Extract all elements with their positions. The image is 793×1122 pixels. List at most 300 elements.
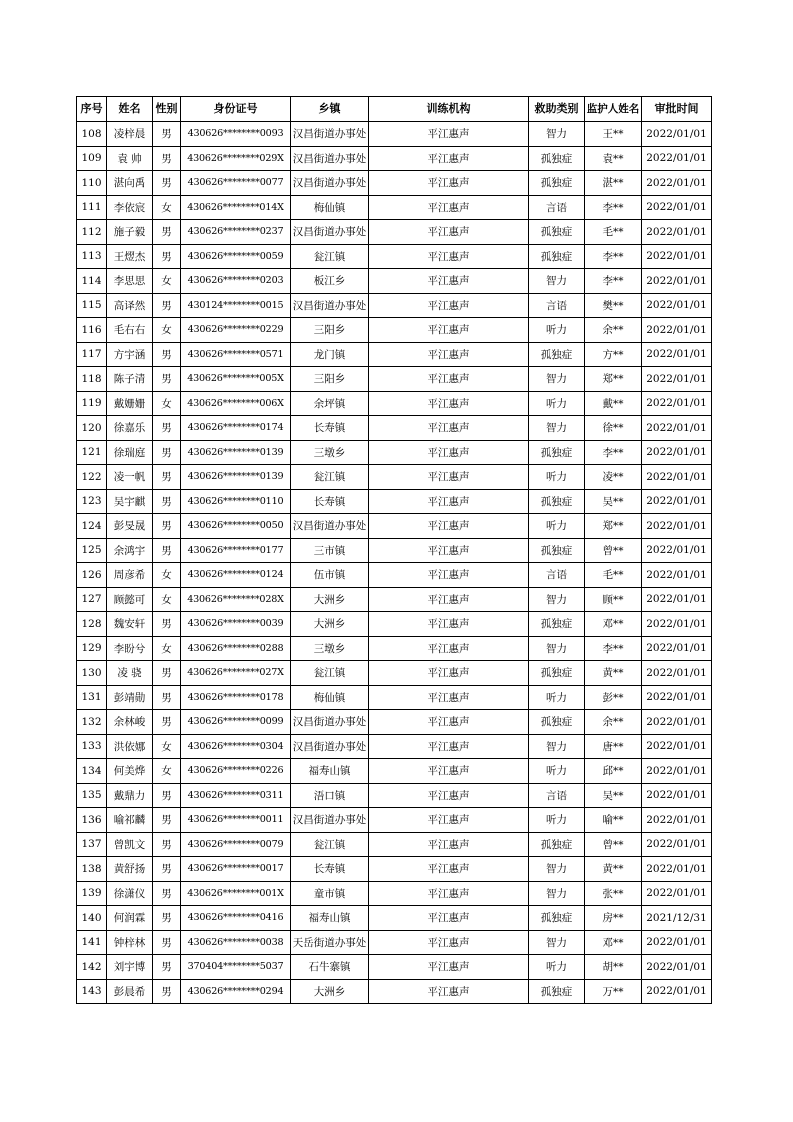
cell-township: 三墩乡 xyxy=(291,636,369,661)
cell-index: 140 xyxy=(77,906,107,931)
cell-training-institution: 平江惠声 xyxy=(369,612,529,637)
cell-name: 何美烨 xyxy=(107,759,153,784)
cell-guardian-name: 邓** xyxy=(585,612,642,637)
cell-township: 汉昌街道办事处 xyxy=(291,171,369,196)
cell-id-number: 430626********028X xyxy=(181,587,291,612)
cell-id-number: 430626********029X xyxy=(181,146,291,171)
cell-id-number: 430626********0177 xyxy=(181,538,291,563)
cell-id-number: 430626********0571 xyxy=(181,342,291,367)
cell-township: 汉昌街道办事处 xyxy=(291,220,369,245)
cell-training-institution: 平江惠声 xyxy=(369,367,529,392)
header-index: 序号 xyxy=(77,97,107,122)
cell-township: 三阳乡 xyxy=(291,318,369,343)
cell-index: 134 xyxy=(77,759,107,784)
cell-gender: 男 xyxy=(153,171,181,196)
cell-guardian-name: 房** xyxy=(585,906,642,931)
cell-aid-category: 智力 xyxy=(529,587,585,612)
cell-guardian-name: 戴** xyxy=(585,391,642,416)
cell-gender: 女 xyxy=(153,563,181,588)
cell-id-number: 430626********0288 xyxy=(181,636,291,661)
cell-gender: 女 xyxy=(153,391,181,416)
cell-name: 袁 帅 xyxy=(107,146,153,171)
cell-training-institution: 平江惠声 xyxy=(369,342,529,367)
cell-township: 瓮江镇 xyxy=(291,244,369,269)
cell-aid-category: 听力 xyxy=(529,808,585,833)
cell-name: 刘宇博 xyxy=(107,955,153,980)
cell-name: 魏安轩 xyxy=(107,612,153,637)
cell-training-institution: 平江惠声 xyxy=(369,391,529,416)
cell-id-number: 430626********0124 xyxy=(181,563,291,588)
cell-id-number: 430626********0304 xyxy=(181,734,291,759)
cell-approval-date: 2022/01/01 xyxy=(642,244,712,269)
cell-approval-date: 2022/01/01 xyxy=(642,195,712,220)
cell-approval-date: 2022/01/01 xyxy=(642,489,712,514)
cell-aid-category: 智力 xyxy=(529,636,585,661)
cell-training-institution: 平江惠声 xyxy=(369,416,529,441)
cell-approval-date: 2022/01/01 xyxy=(642,612,712,637)
table-row xyxy=(77,465,712,490)
cell-gender: 男 xyxy=(153,979,181,1004)
table-row xyxy=(77,906,712,931)
cell-index: 112 xyxy=(77,220,107,245)
cell-gender: 男 xyxy=(153,293,181,318)
cell-name: 余鸿宇 xyxy=(107,538,153,563)
cell-guardian-name: 余** xyxy=(585,318,642,343)
cell-aid-category: 智力 xyxy=(529,122,585,147)
cell-township: 石牛寨镇 xyxy=(291,955,369,980)
cell-index: 143 xyxy=(77,979,107,1004)
cell-gender: 男 xyxy=(153,514,181,539)
cell-guardian-name: 邓** xyxy=(585,930,642,955)
cell-name: 凌梓晨 xyxy=(107,122,153,147)
table-row xyxy=(77,244,712,269)
cell-gender: 女 xyxy=(153,587,181,612)
cell-aid-category: 孤独症 xyxy=(529,832,585,857)
cell-guardian-name: 吴** xyxy=(585,783,642,808)
cell-index: 113 xyxy=(77,244,107,269)
cell-index: 109 xyxy=(77,146,107,171)
cell-name: 王熤杰 xyxy=(107,244,153,269)
table-row xyxy=(77,146,712,171)
cell-id-number: 430626********0110 xyxy=(181,489,291,514)
table-row xyxy=(77,416,712,441)
cell-id-number: 430626********0093 xyxy=(181,122,291,147)
cell-aid-category: 智力 xyxy=(529,269,585,294)
cell-township: 瓮江镇 xyxy=(291,465,369,490)
cell-aid-category: 智力 xyxy=(529,881,585,906)
table-row xyxy=(77,857,712,882)
cell-name: 高译然 xyxy=(107,293,153,318)
cell-township: 板江乡 xyxy=(291,269,369,294)
cell-township: 瓮江镇 xyxy=(291,832,369,857)
table-row xyxy=(77,318,712,343)
cell-name: 徐瑞庭 xyxy=(107,440,153,465)
cell-township: 汉昌街道办事处 xyxy=(291,293,369,318)
cell-approval-date: 2022/01/01 xyxy=(642,832,712,857)
table-row xyxy=(77,171,712,196)
cell-approval-date: 2022/01/01 xyxy=(642,955,712,980)
cell-index: 141 xyxy=(77,930,107,955)
cell-approval-date: 2022/01/01 xyxy=(642,979,712,1004)
cell-approval-date: 2022/01/01 xyxy=(642,808,712,833)
cell-aid-category: 孤独症 xyxy=(529,612,585,637)
cell-training-institution: 平江惠声 xyxy=(369,440,529,465)
table-row xyxy=(77,367,712,392)
cell-name: 何润霖 xyxy=(107,906,153,931)
cell-name: 方宇涵 xyxy=(107,342,153,367)
cell-township: 伍市镇 xyxy=(291,563,369,588)
table-row xyxy=(77,514,712,539)
cell-aid-category: 听力 xyxy=(529,514,585,539)
cell-gender: 男 xyxy=(153,612,181,637)
cell-guardian-name: 郑** xyxy=(585,514,642,539)
cell-approval-date: 2022/01/01 xyxy=(642,391,712,416)
cell-approval-date: 2022/01/01 xyxy=(642,685,712,710)
cell-training-institution: 平江惠声 xyxy=(369,318,529,343)
cell-name: 李盼兮 xyxy=(107,636,153,661)
cell-id-number: 430626********027X xyxy=(181,661,291,686)
cell-approval-date: 2021/12/31 xyxy=(642,906,712,931)
cell-township: 天岳街道办事处 xyxy=(291,930,369,955)
table-row xyxy=(77,391,712,416)
cell-aid-category: 孤独症 xyxy=(529,342,585,367)
cell-gender: 男 xyxy=(153,881,181,906)
table-row xyxy=(77,979,712,1004)
cell-gender: 男 xyxy=(153,710,181,735)
cell-aid-category: 听力 xyxy=(529,391,585,416)
cell-id-number: 430626********006X xyxy=(181,391,291,416)
cell-aid-category: 智力 xyxy=(529,416,585,441)
cell-township: 梅仙镇 xyxy=(291,195,369,220)
table-row xyxy=(77,122,712,147)
cell-index: 124 xyxy=(77,514,107,539)
cell-training-institution: 平江惠声 xyxy=(369,857,529,882)
cell-approval-date: 2022/01/01 xyxy=(642,342,712,367)
cell-gender: 男 xyxy=(153,783,181,808)
cell-name: 陈子清 xyxy=(107,367,153,392)
table-row xyxy=(77,563,712,588)
cell-township: 梅仙镇 xyxy=(291,685,369,710)
cell-aid-category: 言语 xyxy=(529,563,585,588)
cell-township: 汉昌街道办事处 xyxy=(291,146,369,171)
cell-guardian-name: 李** xyxy=(585,195,642,220)
cell-gender: 男 xyxy=(153,906,181,931)
table-row xyxy=(77,734,712,759)
cell-approval-date: 2022/01/01 xyxy=(642,367,712,392)
cell-township: 长寿镇 xyxy=(291,416,369,441)
cell-guardian-name: 顾** xyxy=(585,587,642,612)
cell-township: 福寿山镇 xyxy=(291,906,369,931)
cell-name: 彭晨希 xyxy=(107,979,153,1004)
header-training-institution: 训练机构 xyxy=(369,97,529,122)
cell-name: 毛右右 xyxy=(107,318,153,343)
cell-training-institution: 平江惠声 xyxy=(369,955,529,980)
cell-approval-date: 2022/01/01 xyxy=(642,587,712,612)
cell-index: 117 xyxy=(77,342,107,367)
cell-township: 汉昌街道办事处 xyxy=(291,514,369,539)
cell-gender: 女 xyxy=(153,269,181,294)
cell-approval-date: 2022/01/01 xyxy=(642,318,712,343)
cell-name: 顾懿可 xyxy=(107,587,153,612)
table-row xyxy=(77,930,712,955)
cell-gender: 女 xyxy=(153,759,181,784)
cell-training-institution: 平江惠声 xyxy=(369,514,529,539)
cell-training-institution: 平江惠声 xyxy=(369,195,529,220)
cell-guardian-name: 王** xyxy=(585,122,642,147)
cell-township: 汉昌街道办事处 xyxy=(291,734,369,759)
cell-aid-category: 智力 xyxy=(529,930,585,955)
beneficiary-table xyxy=(76,96,712,1004)
table-row xyxy=(77,342,712,367)
cell-training-institution: 平江惠声 xyxy=(369,808,529,833)
header-aid-category: 救助类别 xyxy=(529,97,585,122)
cell-approval-date: 2022/01/01 xyxy=(642,293,712,318)
cell-guardian-name: 毛** xyxy=(585,563,642,588)
cell-approval-date: 2022/01/01 xyxy=(642,759,712,784)
cell-name: 洪依娜 xyxy=(107,734,153,759)
cell-id-number: 430626********0011 xyxy=(181,808,291,833)
cell-training-institution: 平江惠声 xyxy=(369,171,529,196)
cell-guardian-name: 徐** xyxy=(585,416,642,441)
cell-gender: 男 xyxy=(153,685,181,710)
cell-name: 曾凯文 xyxy=(107,832,153,857)
cell-aid-category: 孤独症 xyxy=(529,171,585,196)
cell-index: 121 xyxy=(77,440,107,465)
cell-guardian-name: 郑** xyxy=(585,367,642,392)
cell-approval-date: 2022/01/01 xyxy=(642,122,712,147)
cell-training-institution: 平江惠声 xyxy=(369,636,529,661)
cell-id-number: 430626********0017 xyxy=(181,857,291,882)
cell-id-number: 430124********0015 xyxy=(181,293,291,318)
cell-training-institution: 平江惠声 xyxy=(369,538,529,563)
cell-approval-date: 2022/01/01 xyxy=(642,465,712,490)
cell-aid-category: 孤独症 xyxy=(529,906,585,931)
cell-aid-category: 智力 xyxy=(529,734,585,759)
cell-index: 111 xyxy=(77,195,107,220)
cell-guardian-name: 李** xyxy=(585,269,642,294)
cell-aid-category: 孤独症 xyxy=(529,440,585,465)
cell-township: 大洲乡 xyxy=(291,587,369,612)
cell-name: 周彦希 xyxy=(107,563,153,588)
cell-guardian-name: 李** xyxy=(585,440,642,465)
cell-index: 118 xyxy=(77,367,107,392)
cell-index: 135 xyxy=(77,783,107,808)
cell-index: 127 xyxy=(77,587,107,612)
cell-name: 李依宸 xyxy=(107,195,153,220)
cell-id-number: 430626********0294 xyxy=(181,979,291,1004)
cell-id-number: 430626********014X xyxy=(181,195,291,220)
cell-guardian-name: 李** xyxy=(585,244,642,269)
cell-aid-category: 智力 xyxy=(529,857,585,882)
table-row xyxy=(77,881,712,906)
cell-guardian-name: 毛** xyxy=(585,220,642,245)
cell-index: 126 xyxy=(77,563,107,588)
cell-id-number: 430626********0077 xyxy=(181,171,291,196)
cell-aid-category: 听力 xyxy=(529,465,585,490)
cell-name: 凌 骁 xyxy=(107,661,153,686)
cell-id-number: 430626********0038 xyxy=(181,930,291,955)
table-row xyxy=(77,587,712,612)
cell-aid-category: 孤独症 xyxy=(529,538,585,563)
cell-name: 喻祁麟 xyxy=(107,808,153,833)
cell-index: 131 xyxy=(77,685,107,710)
header-approval-date: 审批时间 xyxy=(642,97,712,122)
cell-guardian-name: 凌** xyxy=(585,465,642,490)
cell-training-institution: 平江惠声 xyxy=(369,293,529,318)
table-body xyxy=(77,122,712,1004)
cell-index: 138 xyxy=(77,857,107,882)
cell-training-institution: 平江惠声 xyxy=(369,244,529,269)
cell-aid-category: 孤独症 xyxy=(529,220,585,245)
cell-id-number: 430626********0174 xyxy=(181,416,291,441)
cell-guardian-name: 黄** xyxy=(585,857,642,882)
cell-index: 136 xyxy=(77,808,107,833)
cell-index: 115 xyxy=(77,293,107,318)
cell-name: 吴宇麒 xyxy=(107,489,153,514)
cell-guardian-name: 方** xyxy=(585,342,642,367)
cell-gender: 女 xyxy=(153,734,181,759)
cell-approval-date: 2022/01/01 xyxy=(642,881,712,906)
cell-gender: 男 xyxy=(153,146,181,171)
cell-id-number: 430626********0059 xyxy=(181,244,291,269)
cell-id-number: 430626********0226 xyxy=(181,759,291,784)
cell-training-institution: 平江惠声 xyxy=(369,587,529,612)
cell-gender: 男 xyxy=(153,244,181,269)
cell-township: 长寿镇 xyxy=(291,857,369,882)
cell-index: 132 xyxy=(77,710,107,735)
cell-gender: 男 xyxy=(153,832,181,857)
table-header-row xyxy=(77,97,712,122)
cell-approval-date: 2022/01/01 xyxy=(642,269,712,294)
table-row xyxy=(77,808,712,833)
cell-training-institution: 平江惠声 xyxy=(369,734,529,759)
cell-index: 120 xyxy=(77,416,107,441)
cell-guardian-name: 黄** xyxy=(585,661,642,686)
cell-approval-date: 2022/01/01 xyxy=(642,538,712,563)
cell-index: 128 xyxy=(77,612,107,637)
cell-approval-date: 2022/01/01 xyxy=(642,857,712,882)
header-gender: 性别 xyxy=(153,97,181,122)
cell-training-institution: 平江惠声 xyxy=(369,220,529,245)
cell-id-number: 370404********5037 xyxy=(181,955,291,980)
cell-name: 凌一帆 xyxy=(107,465,153,490)
cell-training-institution: 平江惠声 xyxy=(369,269,529,294)
cell-id-number: 430626********0039 xyxy=(181,612,291,637)
cell-index: 142 xyxy=(77,955,107,980)
cell-index: 130 xyxy=(77,661,107,686)
cell-index: 119 xyxy=(77,391,107,416)
cell-name: 湛向禹 xyxy=(107,171,153,196)
cell-id-number: 430626********0079 xyxy=(181,832,291,857)
cell-index: 125 xyxy=(77,538,107,563)
cell-guardian-name: 喻** xyxy=(585,808,642,833)
table-row xyxy=(77,440,712,465)
table-row xyxy=(77,636,712,661)
cell-training-institution: 平江惠声 xyxy=(369,710,529,735)
cell-aid-category: 言语 xyxy=(529,195,585,220)
cell-name: 彭旻晟 xyxy=(107,514,153,539)
cell-township: 龙门镇 xyxy=(291,342,369,367)
cell-approval-date: 2022/01/01 xyxy=(642,171,712,196)
cell-index: 114 xyxy=(77,269,107,294)
cell-township: 三市镇 xyxy=(291,538,369,563)
cell-name: 李思思 xyxy=(107,269,153,294)
header-township: 乡镇 xyxy=(291,97,369,122)
cell-gender: 男 xyxy=(153,930,181,955)
cell-id-number: 430626********001X xyxy=(181,881,291,906)
cell-gender: 女 xyxy=(153,636,181,661)
cell-training-institution: 平江惠声 xyxy=(369,146,529,171)
cell-township: 余坪镇 xyxy=(291,391,369,416)
cell-township: 三墩乡 xyxy=(291,440,369,465)
cell-gender: 男 xyxy=(153,489,181,514)
cell-township: 长寿镇 xyxy=(291,489,369,514)
cell-aid-category: 孤独症 xyxy=(529,146,585,171)
cell-name: 彭靖勋 xyxy=(107,685,153,710)
cell-gender: 男 xyxy=(153,122,181,147)
cell-name: 徐嘉乐 xyxy=(107,416,153,441)
cell-township: 大洲乡 xyxy=(291,612,369,637)
cell-township: 汉昌街道办事处 xyxy=(291,122,369,147)
cell-approval-date: 2022/01/01 xyxy=(642,440,712,465)
table-row xyxy=(77,220,712,245)
table-row xyxy=(77,955,712,980)
cell-id-number: 430626********0139 xyxy=(181,465,291,490)
cell-guardian-name: 湛** xyxy=(585,171,642,196)
header-guardian-name: 监护人姓名 xyxy=(585,97,642,122)
cell-township: 汉昌街道办事处 xyxy=(291,710,369,735)
header-id-number: 身份证号 xyxy=(181,97,291,122)
cell-aid-category: 孤独症 xyxy=(529,710,585,735)
cell-index: 139 xyxy=(77,881,107,906)
cell-gender: 男 xyxy=(153,416,181,441)
cell-township: 大洲乡 xyxy=(291,979,369,1004)
table-row xyxy=(77,612,712,637)
cell-training-institution: 平江惠声 xyxy=(369,563,529,588)
cell-name: 施子毅 xyxy=(107,220,153,245)
cell-approval-date: 2022/01/01 xyxy=(642,563,712,588)
cell-gender: 女 xyxy=(153,318,181,343)
cell-training-institution: 平江惠声 xyxy=(369,906,529,931)
cell-id-number: 430626********0416 xyxy=(181,906,291,931)
cell-gender: 男 xyxy=(153,367,181,392)
cell-aid-category: 听力 xyxy=(529,955,585,980)
cell-id-number: 430626********0139 xyxy=(181,440,291,465)
cell-index: 137 xyxy=(77,832,107,857)
cell-approval-date: 2022/01/01 xyxy=(642,220,712,245)
cell-gender: 男 xyxy=(153,342,181,367)
cell-training-institution: 平江惠声 xyxy=(369,783,529,808)
cell-id-number: 430626********0237 xyxy=(181,220,291,245)
cell-approval-date: 2022/01/01 xyxy=(642,661,712,686)
cell-guardian-name: 李** xyxy=(585,636,642,661)
table-row xyxy=(77,538,712,563)
cell-index: 122 xyxy=(77,465,107,490)
cell-approval-date: 2022/01/01 xyxy=(642,710,712,735)
cell-id-number: 430626********0050 xyxy=(181,514,291,539)
cell-training-institution: 平江惠声 xyxy=(369,930,529,955)
table-row xyxy=(77,661,712,686)
cell-guardian-name: 万** xyxy=(585,979,642,1004)
cell-approval-date: 2022/01/01 xyxy=(642,416,712,441)
cell-name: 徐潇仪 xyxy=(107,881,153,906)
cell-id-number: 430626********0178 xyxy=(181,685,291,710)
cell-gender: 男 xyxy=(153,220,181,245)
cell-approval-date: 2022/01/01 xyxy=(642,636,712,661)
cell-training-institution: 平江惠声 xyxy=(369,832,529,857)
cell-aid-category: 孤独症 xyxy=(529,489,585,514)
cell-guardian-name: 彭** xyxy=(585,685,642,710)
